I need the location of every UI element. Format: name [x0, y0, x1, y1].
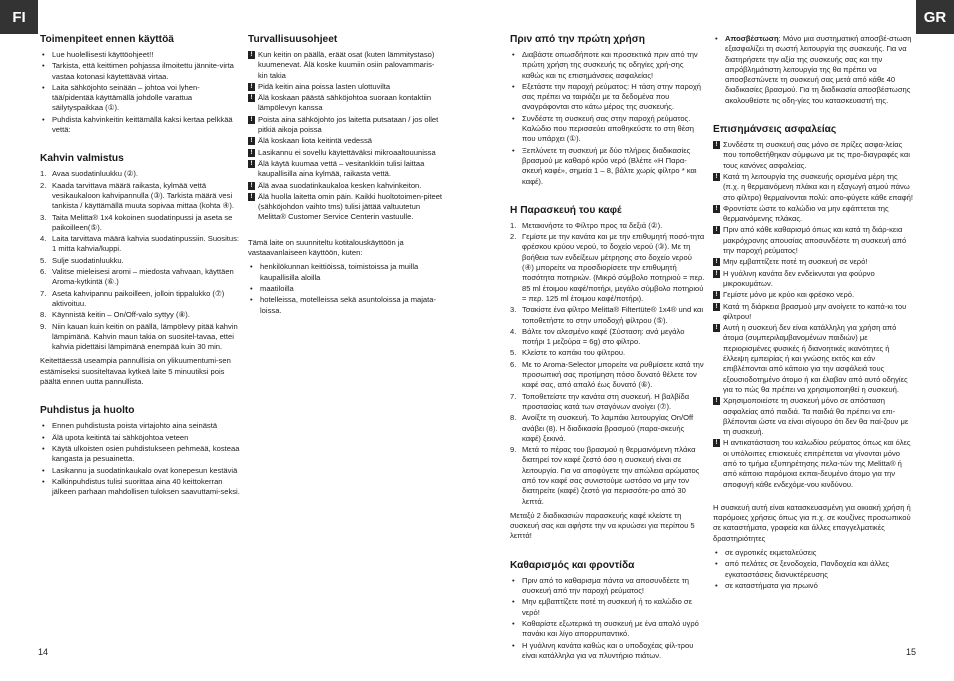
list-item: 6. Valitse mieleisesi aromi – miedosta vahvaan, käyttäen Aroma-kytkintä (⑥.) — [40, 267, 234, 287]
warning-item — [248, 192, 443, 223]
warning-text: Φροντίστε ώστε το καλώδιο να μην εφάπτεται της θερμαινόμενης πλάκας. — [723, 203, 889, 224]
warning-icon: ! — [248, 160, 255, 168]
section-title: Turvallisuusohjeet — [248, 34, 338, 45]
list-item: • henkilökunnan keittiöissä, toimistoissa ja muilla kaupallisilla aloilla — [248, 262, 443, 283]
list-item: • Συνδέστε τη συσκευή σας στην παροχή ρεύματος. Καλώδιο που περισσεύει αποθηκεύστε το στη θέση που υπάρχει (①). — [510, 114, 705, 145]
warning-icon: ! — [713, 205, 720, 213]
warning-icon: ! — [713, 291, 720, 299]
list-item: • σε καταστήματα για πρωινό — [713, 581, 913, 591]
warning-text: Älä huolla laitetta omin päin. Kaikki huoltotoimen-piteet (sähköjohdon vaihto tms) tulisi jättää valtuutetun Melitta® Customer Service Centerin vastuulle. — [258, 191, 443, 222]
warning-icon: ! — [713, 324, 720, 332]
warning-item — [713, 257, 913, 267]
warning-text: Kun keitin on päällä, eräät osat (kuten lämmitystaso) kuumenevat. Älä koske kuumiin osiin palovammaris-kin takia — [258, 50, 435, 80]
step-text: Γεμίστε με την κανάτα και με την επιθυμητή ποσό-τητα φρέσκου κρύου νερού, το δοχείο νερού (③). Με τη βοήθεια των ενδείξεων μέτρησης στο δοχείο νερού (④) μπορείτε να προσδιορίσετε την επιθυμητή ποσότητα ποτηριών. (Μικρό σύμβολο ποτηριού = περ. 85 ml έτοιμου καφέ/ποτήρι, μεγάλο σύμβολο ποτηριού = περ. 125 ml έτοιμου καφέ/ποτήρι). — [522, 232, 705, 303]
list-item: • Kalkinpuhdistus tulisi suorittaa aina 40 keittokerran jälkeen parhaan mahdollisen tuloksen saavuttami-seksi. — [40, 477, 240, 498]
list-item: • Tarkista, että keittimen pohjassa ilmoitettu jännite-virta vastaa kotonasi käytettävää virtaa. — [40, 61, 240, 82]
bullet-list — [510, 50, 705, 187]
list-item: • Lasikannu ja suodatinkaukalo ovat konepesun kestäviä — [40, 466, 240, 476]
list-item: 5. Sulje suodatinluukku. — [40, 255, 124, 265]
warning-item — [248, 136, 443, 146]
warning-text: Pidä keitin aina poissa lasten ulottuvilta — [258, 81, 391, 91]
step-text: Avaa suodatinluukku (②). — [52, 169, 139, 179]
warning-text: Χρησιμοποιείστε τη συσκευή μόνο σε απόσταση ασφαλείας από παιδιά. Τα παιδιά θα πρέπει να επι-βλέπονται ώστε να είναι σίγουρο ότι δεν θα παί-ζουν με τη συσκευή. — [723, 396, 909, 437]
column-gr-1 — [510, 34, 705, 665]
list-item: • από πελάτες σε ξενοδοχεία, Πανδοχεία και άλλες εγκαταστάσεις διανυκτέρευσης — [713, 559, 913, 580]
list-item: 6. Με το Aroma-Selector μπορείτε να ρυθμίσετε κατά την προσωπική σας προτίμηση πόσο δυνατό θέλετε τον καφέ σας, από απαλό έως δυνατό (⑥). — [510, 359, 704, 390]
warning-icon: ! — [248, 182, 255, 190]
warning-icon: ! — [248, 137, 255, 145]
warning-item — [713, 438, 913, 489]
warning-text: Συνδέστε τη συσκευή σας μόνο σε πρίζες ασφα-λείας που τοποθετήθηκαν σύμφωνα με τις προ-διαγραφές και τους κανόνες ασφαλείας. — [723, 140, 910, 170]
tab-label: GR — [923, 8, 947, 26]
bullet-list — [510, 576, 705, 661]
list-item: 8. Ανοίξτε τη συσκευή. Το λαμπάκι λειτουργίας On/Off ανάβει (8). Η διαδικασία βρασμού (παρα-σκευής καφέ) ξεκινά. — [510, 413, 694, 443]
warning-item — [248, 82, 443, 92]
warning-item — [713, 225, 913, 256]
step-text: Kaada tarvittava määrä raikasta, kylmää vettä vesikaukaloon kahvipannulla (③). Tarkista määrä vesi tankista / käyttämällä muuta sopivaa mittaa (kohta ④). — [52, 180, 234, 211]
list-item: 7. Aseta kahvipannu paikoilleen, jolloin tippalukko (⑦) aktivoituu. — [40, 288, 225, 308]
step-text: Μετακινήστε το Φίλτρο προς τα δεξιά (②). — [522, 220, 663, 230]
warning-text: Älä käytä kuumaa vettä – vesitankkiin tulisi laittaa kaupallisilla aina kylmää, raikasta vettä. — [258, 158, 425, 179]
list-item: 4. Βάλτε τον αλεσμένο καφέ (Σύσταση: ανά μεγάλο ποτήρι 1 μεζούρα = 6g) στο φίλτρο. — [510, 326, 685, 347]
list-item: • Μην εμβαπτίζετε ποτέ τη συσκευή ή το καλώδιο σε νερό! — [510, 597, 705, 618]
list-item: • Ξεπλύνετε τη συσκευή με δύο πλήρεις διαδικασίες βρασμού με καθαρό κρύο νερό (Βλέπε «Η Παρα-σκευή καφέ», σημεία 1 – 8, βάλτε χωρίς φίλτρο * και καφέ). — [510, 146, 705, 187]
list-item: 2. Kaada tarvittava määrä raikasta, kylmää vettä vesikaukaloon kahvipannulla (③). Tarkista määrä vesi tankista / käyttämällä muuta sopivaa mittaa (kohta ④). — [40, 180, 234, 211]
list-item: • Puhdista kahvinkeitin keittämällä kaksi kertaa pelkkää vettä: — [40, 115, 240, 136]
section-title: Η Παρασκευή του καφέ — [510, 204, 622, 216]
warning-text: Älä koskaan liota keitintä vedessä — [258, 136, 372, 146]
warning-item — [248, 50, 443, 81]
numbered-list — [40, 169, 240, 352]
list-item: • Η γυάλινη κανάτα καθώς και ο υποδοχέας φίλ-τρου είναι κατάλληλα για να πλυντήριο πιάτων. — [510, 641, 705, 662]
list-item: • σε αγροτικές εκμεταλεύσεις — [713, 548, 913, 558]
tab-label: FI — [12, 8, 26, 26]
list-item: 7. Τοποθετείστε την κανάτα στη συσκευή. Η βαλβίδα προστασίας κατά των σταγόνων ανοίγει (⑦). — [510, 391, 690, 411]
warning-icon: ! — [248, 83, 255, 91]
warning-text: Πριν από κάθε καθαρισμό όπως και κατά τη διάρ-κεια μακρόχρονης απουσίας αποσυνδέστε τη συσκευή από την παροχή ρεύματος! — [723, 225, 907, 256]
page-number-right: 15 — [905, 647, 916, 657]
warning-item — [248, 93, 443, 114]
warning-item — [248, 159, 443, 180]
warning-text: Älä koskaan päästä sähköjohtoa suoraan kontaktiin lämpölevyn kanssa — [258, 93, 432, 113]
list-item: 4. Laita tarvittava määrä kahvia suodatinpussiin. Suositus: 1 mitta kahvia/kuppi. — [40, 234, 239, 254]
list-item: 1. Avaa suodatinluukku (②). — [40, 169, 139, 179]
warning-item — [248, 115, 443, 136]
step-text: Niin kauan kuin keitin on päällä, lämpölevy pitää kahvin lämpimänä. Kahvin maun takia on suositel-tavaa, ettei kahvia pidettäisi lämpimänä enempää kuin 30 min. — [52, 321, 238, 352]
step-text: Sulje suodatinluukku. — [52, 255, 124, 265]
column-fi-1 — [40, 34, 240, 501]
list-item: • Καθαρίστε εξωτερικά τη συσκευή με ένα απαλό υγρό πανάκι και λίγο απορρυπαντικό. — [510, 619, 705, 640]
section-title: Επισημάνσεις ασφαλείας — [713, 124, 837, 136]
language-tab-gr — [916, 0, 954, 34]
note-text: Keitettäessä useampia pannullisia on ylikuumentumi-sen estämiseksi suositeltavaa kytkeä laite 5 minuutiksi pois päältä ennen uutta pannullista. — [40, 356, 231, 387]
step-text: Με το Aroma-Selector μπορείτε να ρυθμίσετε κατά την προσωπική σας προτίμηση πόσο δυνατό θέλετε τον καφέ σας, από απαλό έως δυνατό (⑥). — [522, 359, 704, 390]
warning-item — [248, 181, 443, 191]
list-item: • Ennen puhdistusta poista virtajohto aina seinästä — [40, 421, 240, 431]
step-text: Τσακίστε ένα φίλτρο Melitta® Filtertüte® 1x4® und και τοποθετήστε το στην υποδοχή φίλτρου (⑤). — [522, 305, 704, 325]
warning-item — [713, 140, 913, 171]
intro-text: Tämä laite on suunniteltu kotitalouskäyttöön ja vastaavanlaiseen käyttöön, kuten: — [248, 237, 404, 258]
list-item: 3. Taita Melitta® 1x4 kokoinen suodatinpussi ja aseta se paikoilleen(⑤). — [40, 212, 233, 232]
section-title: Toimenpiteet ennen käyttöä — [40, 34, 174, 45]
list-item: • hotelleissa, motelleissa sekä asuntoloissa ja majata-loissa. — [248, 295, 443, 316]
list-item: • Διαβάστε οπωσδήποτε και προσεκτικά πριν από την πρώτη χρήση της συσκευής τις οδηγίες χρή-σης καθώς και τις επισημάνσεις ασφαλείας! — [510, 50, 705, 81]
warning-icon: ! — [713, 270, 720, 278]
section-title: Πριν από την πρώτη χρήση — [510, 34, 645, 45]
step-text: Τοποθετείστε την κανάτα στη συσκευή. Η βαλβίδα προστασίας κατά των σταγόνων ανοίγει (⑦). — [522, 391, 690, 411]
warning-text: Poista aina sähköjohto jos laitetta putsataan / jos ollet pitkiä aikoja poissa — [258, 114, 439, 135]
warning-icon: ! — [713, 397, 720, 405]
intro-text: Η συσκευή αυτή είναι κατασκευασμένη για οικιακή χρήση ή παρόμοιες χρήσεις όπως για π.χ. σε κουζίνες προσωπικού σε καταστήματα, γραφεία και άλλες επαγγελματικές δραστηριότητες — [713, 502, 911, 543]
bullet-list — [40, 421, 240, 497]
list-item: 8. Käynnistä keitin – On/Off-valo syttyy (⑧). — [40, 310, 190, 320]
warning-item — [713, 204, 913, 225]
step-text: Aseta kahvipannu paikoilleen, jolloin tippalukko (⑦) aktivoituu. — [52, 288, 225, 308]
column-fi-2 — [248, 34, 443, 320]
warning-item — [713, 172, 913, 203]
step-text: Valitse mieleisesi aromi – miedosta vahvaan, käyttäen Aroma-kytkintä (⑥.) — [52, 267, 234, 287]
warning-text: Αυτή η συσκευή δεν είναι κατάλληλη για χρήση από άτομα (συμπεριλαμβανομένων παιδιών) με περιορισμένες φυσικές ή διανοητικές ικανότητες ή έλλειψη εμπειρίας ή και γνώσης εκτός και εάν επιβλέπονται από κάποιο για την ασφάλειά τους εξουσιοδοτημένο άτομο ή και έλαβαν από αυτό οδηγίες για το πώς θα πρέπει να χρησιμοποιηθεί η συσκευή. — [723, 323, 908, 394]
warning-icon: ! — [713, 226, 720, 234]
section-title: Puhdistus ja huolto — [40, 405, 135, 417]
step-text: Ανοίξτε τη συσκευή. Το λαμπάκι λειτουργίας On/Off ανάβει (8). Η διαδικασία βρασμού (παρα-σκευής καφέ) ξεκινά. — [522, 413, 694, 443]
numbered-list — [510, 221, 705, 507]
list-item: • Älä upota keitintä tai sähköjohtoa veteen — [40, 433, 240, 443]
list-item: 5. Κλείστε το καπάκι του φίλτρου. — [510, 348, 626, 358]
warning-item — [248, 148, 443, 158]
list-item: • Käytä ulkoisten osien puhdistukseen pehmeää, kosteaa kangasta ja pesuainetta. — [40, 444, 240, 465]
section-title: Kahvin valmistus — [40, 153, 124, 165]
warning-icon: ! — [713, 141, 720, 149]
list-item: 9. Niin kauan kuin keitin on päällä, lämpölevy pitää kahvin lämpimänä. Kahvin maun takia on suositel-tavaa, ettei kahvia pidettäisi lämpimänä enempää kuin 30 min. — [40, 321, 238, 352]
warning-text: Lasikannu ei sovellu käytettäväksi mikroaaltouunissa — [258, 147, 436, 157]
step-text: Laita tarvittava määrä kahvia suodatinpussiin. Suositus: 1 mitta kahvia/kuppi. — [52, 234, 239, 254]
step-text: Κλείστε το καπάκι του φίλτρου. — [522, 348, 626, 358]
warning-list — [248, 50, 443, 223]
list-item: 1. Μετακινήστε το Φίλτρο προς τα δεξιά (②). — [510, 220, 663, 230]
bullet-list — [248, 262, 443, 315]
list-item: • Εξετάστε την παροχή ρεύματος: Η τάση στην παροχή σας πρέπει να ταιριάζει με τα δεδομένα που αναγράφονται στο κάτω μέρος της συσκευής. — [510, 82, 705, 113]
list-item: • maatiloilla — [248, 284, 443, 294]
bullet-list — [713, 34, 913, 106]
warning-icon: ! — [248, 94, 255, 102]
warning-icon: ! — [248, 116, 255, 124]
warning-item — [713, 396, 913, 437]
decalc-text: : Μόνο μια συστηματική αποσβέ-στωση εξασφαλίζει τη σωστή λειτουργία της συσκευής. Για να διατηρήσετε την αξία της συσκευής σας και την απρόβλημάτιστη λειτουργία της θα πρέπει να αποσβεστώνετε τη συσκευή σας μετά από κάθε 40 διαδικασίες βρασμού. Για τη διαδικασία αποσβέστωσης ακολουθείστε τις οδη-γίες του κατασκευαστή της. — [725, 34, 912, 105]
language-tab-fi — [0, 0, 38, 34]
warning-icon: ! — [713, 303, 720, 311]
warning-icon: ! — [248, 149, 255, 157]
list-item: • Laita sähköjohto seinään – johtoa voi lyhen-tää/pidentää käyttämällä johdolle varattua säilytyspaikkaa (①). — [40, 83, 240, 114]
warning-icon: ! — [713, 258, 720, 266]
warning-text: Κατά τη λειτουργία της συσκευής ορισμένα μέρη της (π.χ. η θερμαινόμενη πλάκα και η εξαγωγή ατμού πάνω στο φίλτρο) θερμαίνονται πολύ: απο-φύγετε κάθε επαφή! — [723, 171, 913, 202]
warning-icon: ! — [248, 51, 255, 59]
warning-text: Κατά τη διάρκεια βρασμού μην ανοίγετε το καπά-κι του φίλτρου! — [723, 301, 907, 321]
list-item: 3. Τσακίστε ένα φίλτρο Melitta® Filtertüte® 1x4® und και τοποθετήστε το στην υποδοχή φίλτρου (⑤). — [510, 305, 704, 325]
note-text: Μεταξύ 2 διαδικασιών παρασκευής καφέ κλείστε τη συσκευή σας και αφήστε την να κρυώσει για περίπου 5 λεπτά! — [510, 510, 695, 541]
warning-item — [713, 290, 913, 300]
list-item: • Πριν από το καθαρισμα πάντα να αποσυνδέετε τη συσκευή από την παροχή ρεύματος! — [510, 576, 705, 597]
page-number-left: 14 — [38, 647, 49, 657]
warning-list — [713, 140, 913, 490]
list-item: • Lue huolellisesti käyttöohjeet!! — [40, 50, 240, 60]
decalc-label: Αποσβέστωση — [725, 34, 779, 43]
bullet-list — [40, 50, 240, 135]
warning-icon: ! — [248, 193, 255, 201]
column-gr-2 — [713, 34, 913, 595]
warning-text: Älä avaa suodatinkaukaloa kesken kahvinkeiton. — [258, 180, 422, 190]
list-item: 2. Γεμίστε με την κανάτα και με την επιθυμητή ποσό-τητα φρέσκου κρύου νερού, το δοχείο νερού (③). Με τη βοήθεια των ενδείξεων μέτρησης στο δοχείο νερού (④) μπορείτε να προσδιορίσετε την επιθυμητή ποσότητα ποτηριών. (Μικρό σύμβολο ποτηριού = περ. 85 ml έτοιμου καφέ/ποτήρι, μεγάλο σύμβολο ποτηριού = περ. 125 ml έτοιμου καφέ/ποτήρι). — [510, 232, 705, 303]
bullet-list — [713, 548, 913, 591]
warning-item — [713, 323, 913, 395]
warning-icon: ! — [713, 439, 720, 447]
step-text: Μετά το πέρας του βρασμού η θερμαινόμενη πλάκα διατηρεί τον καφέ ζεστό όσο η συσκευή είναι σε λειτουργία. Για να αποφύγετε την απώλεια αρώματος από τον καφέ σας συνιστούμε ωστόσο να μην τον διατηρείτε (καφέ) ζεστό για περισσότε-ρο από 30 λεπτά. — [522, 445, 700, 506]
warning-icon: ! — [713, 173, 720, 181]
section-title: Καθαρισμός και φροντίδα — [510, 559, 635, 571]
step-text: Käynnistä keitin – On/Off-valo syttyy (⑧). — [52, 310, 190, 320]
step-text: Βάλτε τον αλεσμένο καφέ (Σύσταση: ανά μεγάλο ποτήρι 1 μεζούρα = 6g) στο φίλτρο. — [522, 326, 685, 347]
warning-text: Η αντικατάσταση του καλωδίου ρεύματος όπως και όλες οι υπόλοιπες επισκευές επιτρέπεται να γίνονται μόνο από το τμήμα εξυπηρέτησης πελα-τών της Melitta® ή από κάποιο παρόμοια εκπαι-δευμένο άτομο για την αποφυγή κάθε ενδεχόμε-νου κινδύνου. — [723, 438, 911, 489]
step-text: Taita Melitta® 1x4 kokoinen suodatinpussi ja aseta se paikoilleen(⑤). — [52, 212, 233, 232]
warning-text: Μην εμβαπτίζετε ποτέ τη συσκευή σε νερό! — [723, 257, 868, 267]
warning-item — [713, 302, 913, 323]
warning-text: Γεμίστε μόνο με κρύο και φρέσκο νερό. — [723, 290, 855, 300]
list-item — [713, 34, 913, 106]
warning-item — [713, 269, 913, 290]
list-item: 9. Μετά το πέρας του βρασμού η θερμαινόμενη πλάκα διατηρεί τον καφέ ζεστό όσο η συσκευή είναι σε λειτουργία. Για να αποφύγετε την απώλεια αρώματος από τον καφέ σας συνιστούμε ωστόσο να μην τον διατηρείτε (καφέ) ζεστό για περισσότε-ρο από 30 λεπτά. — [510, 445, 700, 506]
warning-text: Η γυάλινη κανάτα δεν ενδείκνυται για φούρνο μικροκυμάτων. — [723, 268, 875, 288]
